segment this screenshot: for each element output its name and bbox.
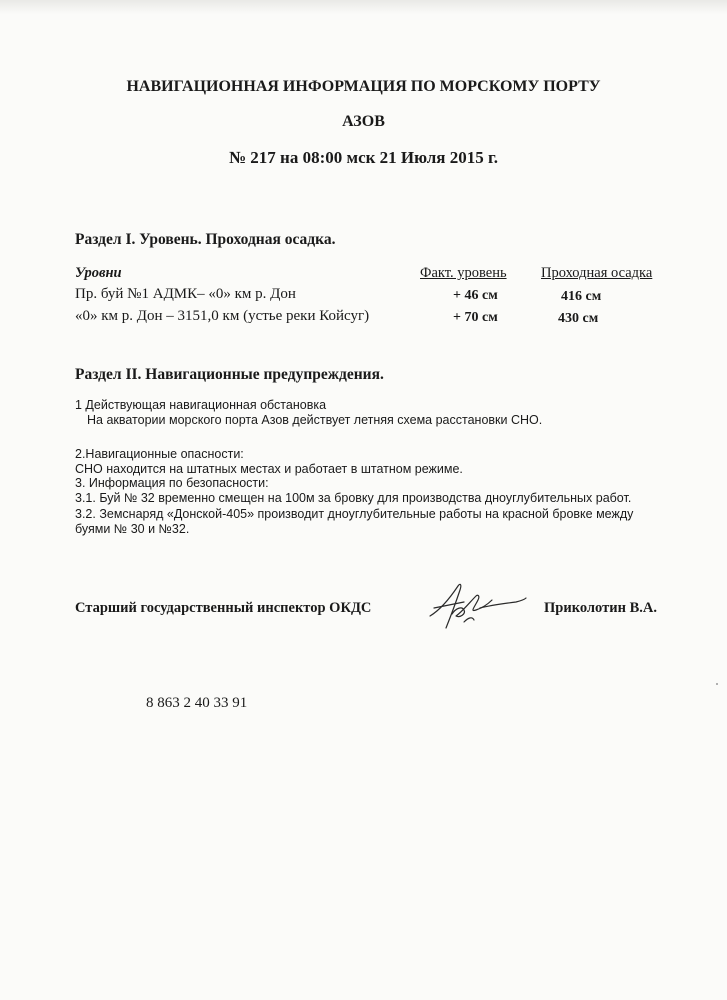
level-row-1-fact: + 46 см [453,288,498,303]
document-title: НАВИГАЦИОННАЯ ИНФОРМАЦИЯ ПО МОРСКОМУ ПОРТУ [126,78,601,95]
issue-line: № 217 на 08:00 мск 21 Июля 2015 г. [228,148,499,167]
signature-image [420,578,530,634]
warning-1-title: 1 Действующая навигационная обстановка [75,398,327,412]
warning-3-2-line2: буями № 30 и №32. [75,522,190,536]
warning-3-title: 3. Информация по безопасности: [75,476,269,490]
warning-3-2-line1: 3.2. Земснаряд «Донской-405» производит дноуглубительные работы на красной бровке между [75,507,634,521]
warning-2-text: СНО находится на штатных местах и работает в штатном режиме. [75,462,463,476]
contact-phone: 8 863 2 40 33 91 [146,695,248,711]
scan-speck [716,683,718,685]
column-levels: Уровни [75,265,122,281]
signer-name: Приколотин В.А. [544,600,657,616]
level-row-2-draft: 430 см [558,311,599,326]
level-row-1-location: Пр. буй №1 АДМК– «0» км р. Дон [75,286,296,302]
level-row-1-draft: 416 см [561,289,602,304]
warning-1-text: На акватории морского порта Азов действует летняя схема расстановки СНО. [87,413,543,427]
warning-2-title: 2.Навигационные опасности: [75,447,244,461]
scan-edge-shadow [0,0,727,14]
column-fact-level: Факт. уровень [420,265,507,281]
level-row-2-fact: + 70 см [453,310,498,325]
warning-3-1: 3.1. Буй № 32 временно смещен на 100м за бровку для производства дноуглубительных работ. [75,491,632,505]
section2-title: Раздел II. Навигационные предупреждения. [75,366,384,383]
signer-position: Старший государственный инспектор ОКДС [75,600,372,616]
level-row-2-location: «0» км р. Дон – 3151,0 км (устье реки Койсуг) [75,308,370,324]
section1-title: Раздел I. Уровень. Проходная осадка. [75,231,336,248]
port-name: АЗОВ [342,113,385,130]
column-passage-draft: Проходная осадка [541,265,653,281]
